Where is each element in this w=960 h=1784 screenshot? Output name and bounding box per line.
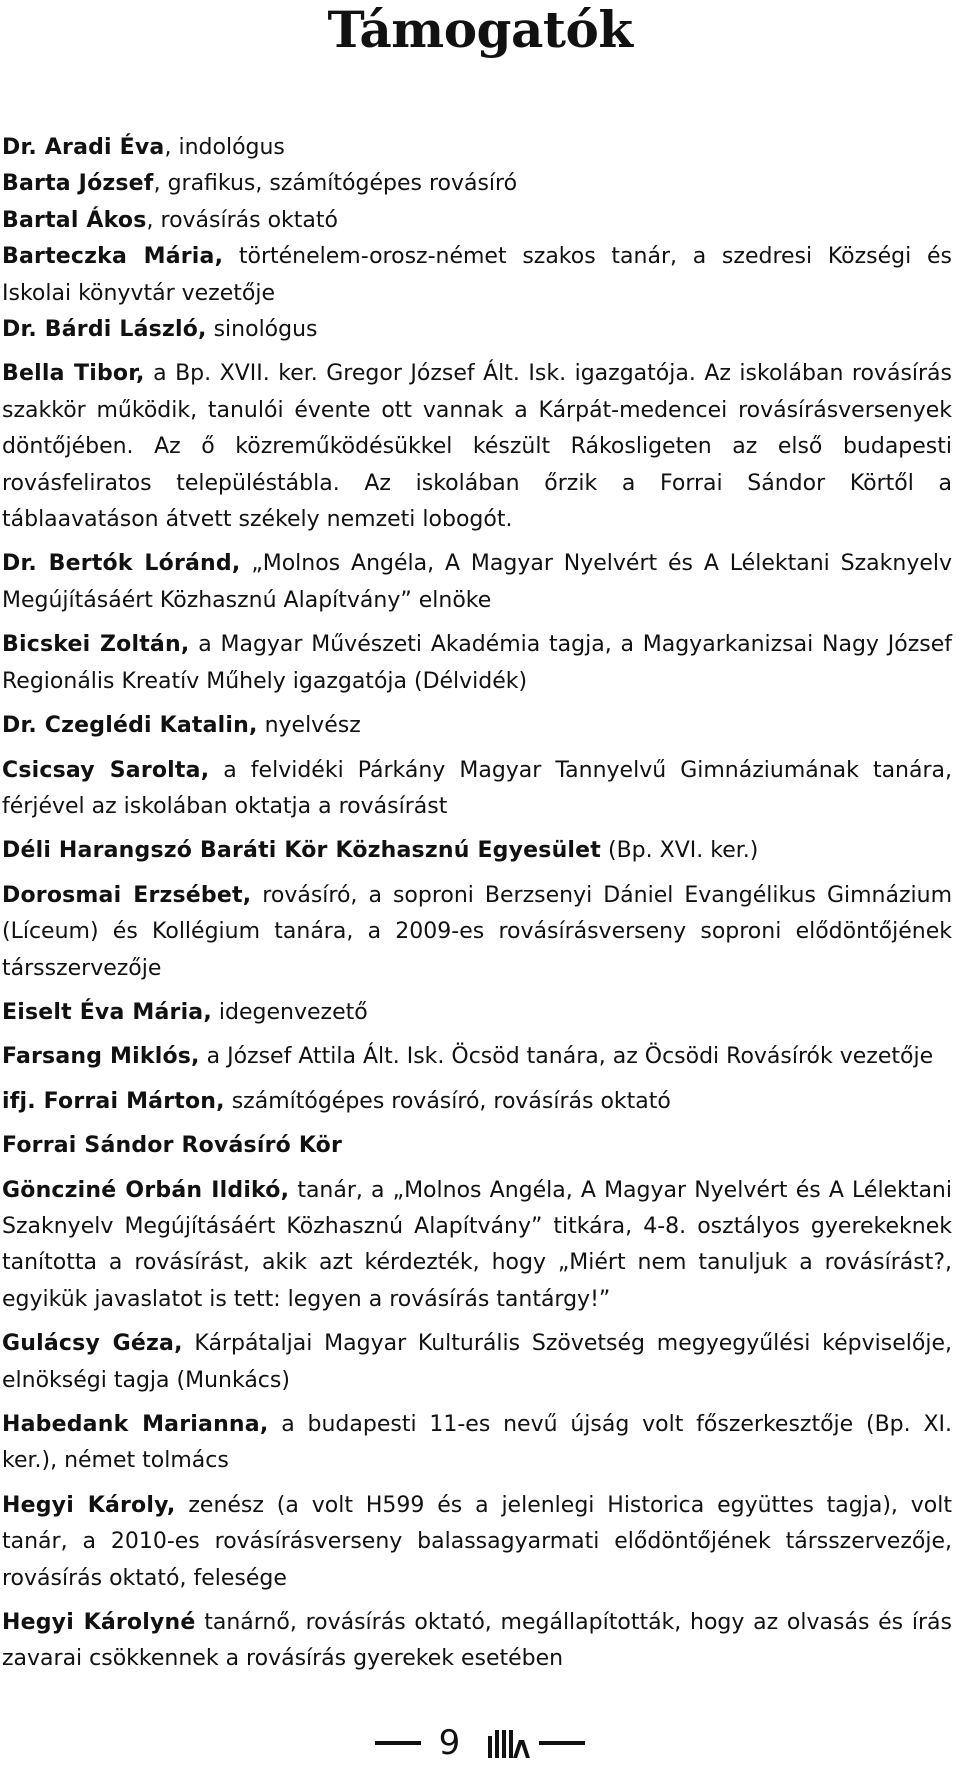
supporter-name: Bicskei Zoltán, xyxy=(2,632,190,658)
supporter-name: Barta József xyxy=(2,171,154,197)
supporter-name: Dr. Aradi Éva xyxy=(2,135,165,160)
page-number: 9 xyxy=(438,1723,461,1763)
supporter-description: , grafikus, számítógépes rovásíró xyxy=(153,171,518,197)
page-title: Támogatók xyxy=(327,0,633,59)
supporter-description: tanár, a „Molnos Angéla, A Magyar Nyelvért és A Lélektani Szaknyelv Megújításáért Közhasznú Alapítvány” titkára, 4-8. osztályos gyerekeknek tanította a rovásírást, akik azt kérdezték, hogy „Miért nem tanuljuk a rovásírást?, egyikük javaslatot is tett: legyen a rovásírás tantárgy!” xyxy=(2,1177,952,1312)
list-item xyxy=(2,1407,952,1480)
list-item xyxy=(2,546,952,619)
supporter-description: idegenvezető xyxy=(211,999,368,1025)
supporter-name: Forrai Sándor Rovásíró Kör xyxy=(2,1133,343,1159)
list-item xyxy=(2,203,952,239)
supporter-name: Dorosmai Erzsébet, xyxy=(2,882,252,908)
supporter-name: Eiselt Éva Mária, xyxy=(2,999,212,1025)
supporter-name: Göncziné Orbán Ildikó, xyxy=(2,1177,290,1203)
list-item xyxy=(2,708,952,744)
supporter-description: számítógépes rovásíró, rovásírás oktató xyxy=(224,1088,671,1114)
list-item xyxy=(2,1128,952,1164)
list-item xyxy=(2,1326,952,1399)
list-item xyxy=(2,356,952,538)
list-item xyxy=(2,1488,952,1597)
list-item xyxy=(2,627,952,700)
supporter-description: nyelvész xyxy=(257,713,361,739)
supporter-name: Bella Tibor, xyxy=(2,361,145,387)
footer-rule-right xyxy=(539,1741,585,1745)
list-item xyxy=(2,312,952,348)
supporter-name: Hegyi Károly, xyxy=(2,1492,176,1518)
supporters-list xyxy=(2,130,952,1678)
list-item xyxy=(2,878,952,987)
list-item xyxy=(2,995,952,1031)
supporter-description: a Bp. XVII. ker. Gregor József Ált. Isk. igazgatója. Az iskolában rovásírás szakkör működik, tanulói évente ott vannak a Kárpát-medencei rovásírásversenyek döntőjében. Az ő közreműködésükkel készült Rákosligeten az első budapesti rovásfeliratos településtábla. Az iskolában őrzik a Forrai Sándor Körtől a táblaavatáson átvett székely nemzeti lobogót. xyxy=(2,361,953,533)
supporter-name: Bartal Ákos xyxy=(2,207,147,233)
supporter-description: (Bp. XVI. ker.) xyxy=(601,838,759,864)
supporter-name: Dr. Bárdi László, xyxy=(2,317,207,343)
page-footer xyxy=(0,1718,960,1768)
supporter-description: tanárnő, rovásírás oktató, megállapították, hogy az olvasás és írás zavarai csökkennek a rovásírás gyerekek esetében xyxy=(2,1610,952,1672)
supporter-name: ifj. Forrai Márton, xyxy=(2,1088,225,1114)
list-item xyxy=(2,1039,952,1075)
supporter-description: a felvidéki Párkány Magyar Tannyelvű Gimnáziumának tanára, férjével az iskolában oktatja a rovásírást xyxy=(2,757,952,819)
supporter-name: Déli Harangszó Baráti Kör Közhasznú Egyesület xyxy=(2,838,602,864)
list-item xyxy=(2,753,952,826)
supporter-description: Kárpátaljai Magyar Kulturális Szövetség megyegyűlési képviselője, elnökségi tagja (Munkács) xyxy=(2,1331,952,1393)
footer-rule-left xyxy=(375,1741,421,1745)
supporter-name: Dr. Bertók Lóránd, xyxy=(2,551,241,577)
supporter-name: Gulácsy Géza, xyxy=(2,1331,183,1357)
supporter-name: Farsang Miklós, xyxy=(2,1044,200,1070)
supporter-description: , rovásírás oktató xyxy=(146,207,338,233)
list-item xyxy=(2,1605,952,1678)
supporter-description: történelem-orosz-német szakos tanár, a szedresi Községi és Iskolai könyvtár vezetője xyxy=(2,244,952,306)
list-item xyxy=(2,166,952,202)
supporter-description: a Magyar Művészeti Akadémia tagja, a Magyarkanizsai Nagy József Regionális Kreatív Műhely igazgatója (Délvidék) xyxy=(2,632,952,694)
supporter-name: Csicsay Sarolta, xyxy=(2,757,210,783)
list-item xyxy=(2,130,952,166)
rune-monogram-icon xyxy=(488,1728,527,1758)
supporter-description: „Molnos Angéla, A Magyar Nyelvért és A Lélektani Szaknyelv Megújításáért Közhasznú Alapítvány” elnöke xyxy=(2,551,953,613)
list-item xyxy=(2,239,952,312)
list-item xyxy=(2,833,952,869)
list-item xyxy=(2,1173,952,1319)
supporter-description: sinológus xyxy=(206,317,318,343)
list-item xyxy=(2,1084,952,1120)
supporter-description: a József Attila Ált. Isk. Öcsöd tanára, az Öcsödi Rovásírók vezetője xyxy=(199,1044,934,1070)
supporter-description: , indológus xyxy=(164,135,285,160)
supporter-description: zenész (a volt H599 és a jelenlegi Historica együttes tagja), volt tanár, a 2010-es rovásírásverseny balassagyarmati elődöntőjének társszervezője, rovásírás oktató, felesége xyxy=(2,1492,952,1591)
supporter-description: rovásíró, a soproni Berzsenyi Dániel Evangélikus Gimnázium (Líceum) és Kollégium tanára, a 2009-es rovásírásverseny soproni elődöntőjének társszervezője xyxy=(2,882,953,981)
supporter-name: Dr. Czeglédi Katalin, xyxy=(2,713,258,739)
supporter-name: Barteczka Mária, xyxy=(2,244,224,270)
supporter-name: Habedank Marianna, xyxy=(2,1412,269,1437)
supporter-name: Hegyi Károlyné xyxy=(2,1610,196,1636)
supporter-description: a budapesti 11-es nevű újság volt főszerkesztője (Bp. XI. ker.), német tolmács xyxy=(2,1412,953,1474)
